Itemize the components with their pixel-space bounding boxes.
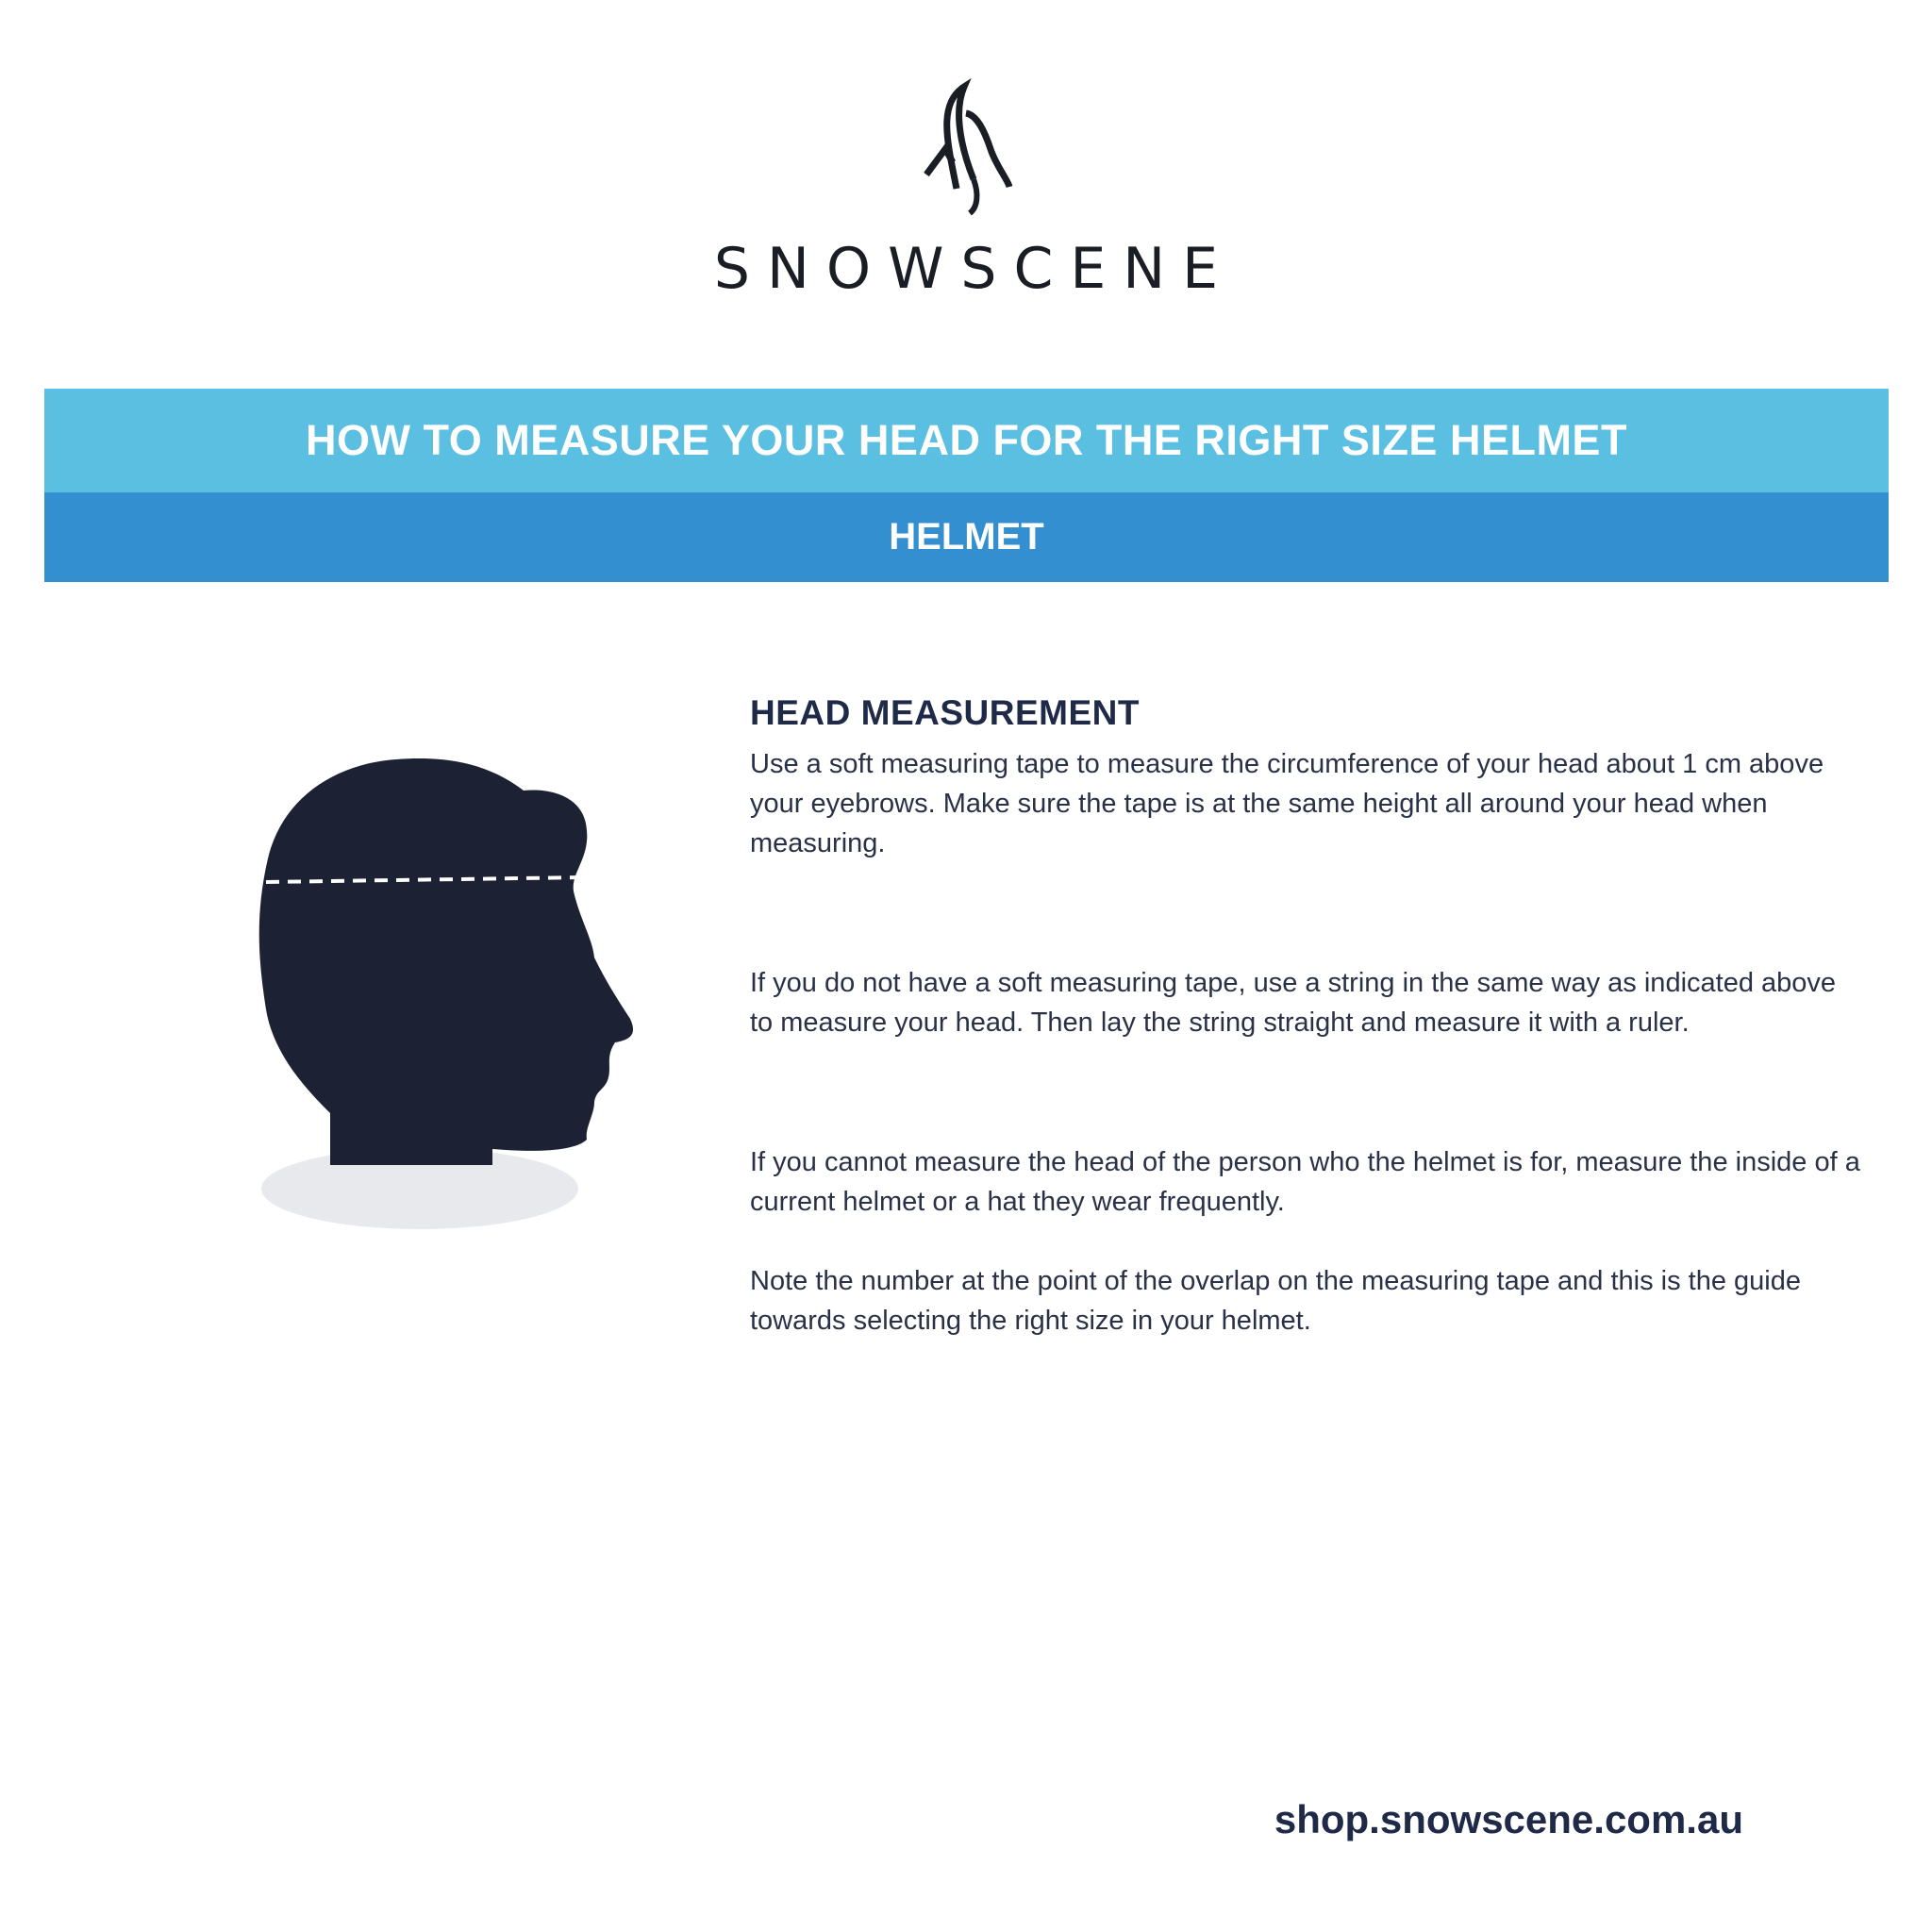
brand-wordmark: SNOWSCENE	[713, 236, 1236, 302]
title-banner	[44, 389, 1889, 582]
instruction-paragraph: Note the number at the point of the overlap on the measuring tape and this is the guide towards selecting the right size in your helmet.	[750, 1266, 1802, 1336]
instruction-paragraph: Use a soft measuring tape to measure the circumference of your head about 1 cm above your eyebrows. Make sure the tape is at the same height all around your head when measuring.	[750, 749, 1824, 858]
brand-logo	[0, 75, 1932, 302]
head-silhouette	[259, 758, 633, 1165]
banner-subtitle: HELMET	[44, 492, 1889, 582]
section-title: HEAD MEASUREMENT	[750, 693, 1140, 732]
head-measurement-silhouette-icon	[255, 745, 651, 1245]
instruction-paragraph: If you cannot measure the head of the person who the helmet is for, measure the inside of a current helmet or a hat they wear frequently.	[750, 1147, 1860, 1217]
shop-url-link[interactable]: shop.snowscene.com.au	[1274, 1797, 1743, 1841]
snowscene-mountain-mark-icon	[919, 75, 1013, 217]
instruction-paragraph: If you do not have a soft measuring tape, use a string in the same way as indicated above to measure your head. Then lay the string straight and measure it with a ruler.	[750, 968, 1837, 1038]
banner-title: HOW TO MEASURE YOUR HEAD FOR THE RIGHT SIZE HELMET	[44, 389, 1889, 492]
instructions-section	[750, 693, 1863, 1341]
